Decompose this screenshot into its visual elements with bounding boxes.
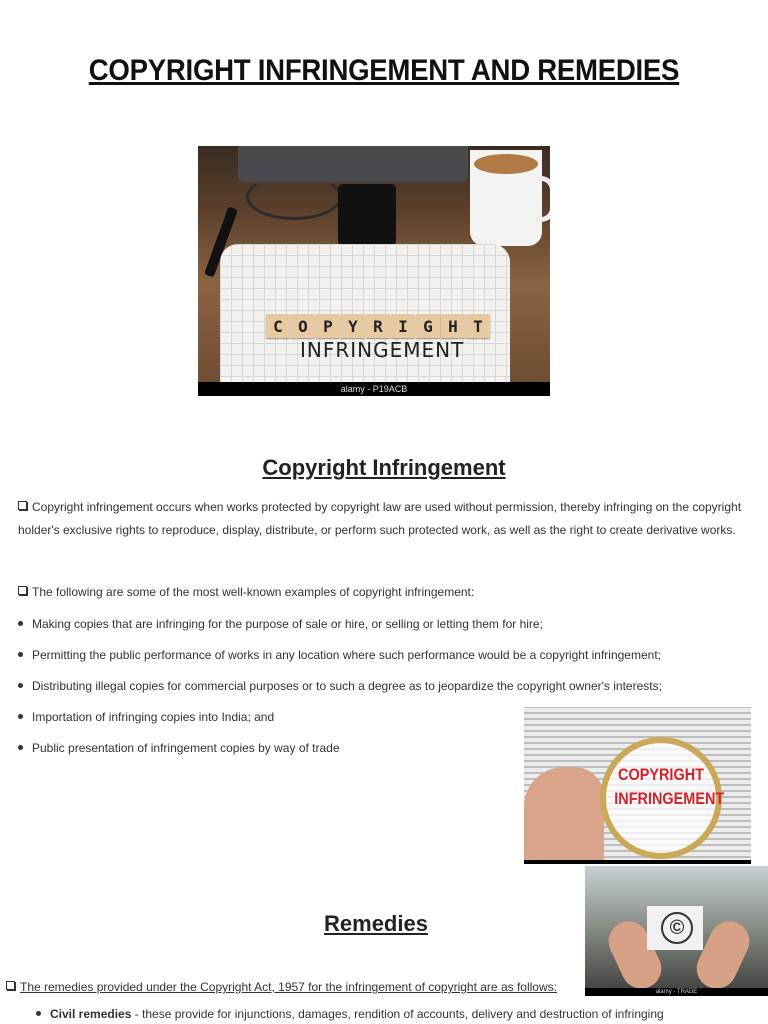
tile: G	[416, 314, 440, 338]
photo-watermark: alamy - TRADE	[585, 988, 768, 996]
tile: I	[391, 314, 415, 338]
list-item-civil	[36, 1007, 664, 1021]
magnified-text	[614, 763, 725, 811]
civil-remedies-text: - these provide for injunctions, damages, rendition of accounts, delivery and destruction of infringing	[131, 1007, 664, 1021]
tile: Y	[341, 314, 365, 338]
paragraph-text: The following are some of the most well-known examples of copyright infringement:	[32, 585, 475, 599]
list-item	[18, 648, 661, 662]
magnified-text-line: INFRINGEMENT	[614, 789, 725, 808]
civil-remedies-label: Civil remedies	[50, 1007, 132, 1021]
cup-handle-shape	[536, 176, 550, 222]
photo-watermark: alamy - P19ACB	[198, 382, 550, 396]
list-item	[18, 617, 543, 631]
coffee-cup-shape	[470, 150, 542, 246]
bullet-dot-icon	[36, 1011, 41, 1016]
list-item-text: Making copies that are infringing for the purpose of sale or hire, or selling or letting them for hire;	[32, 617, 543, 631]
paragraph-examples-intro	[18, 581, 718, 604]
tile: T	[466, 314, 490, 338]
bullet-dot-icon	[18, 714, 23, 719]
magnifier-photo	[524, 707, 751, 864]
tile: O	[291, 314, 315, 338]
tile: R	[366, 314, 390, 338]
list-item	[18, 710, 274, 724]
tile: H	[441, 314, 465, 338]
bullet-dot-icon	[18, 652, 23, 657]
copyright-infringement-photo	[198, 146, 550, 396]
tile: C	[266, 314, 290, 338]
list-item	[18, 679, 662, 693]
handwritten-text: INFRINGEMENT	[300, 338, 465, 362]
letter-tiles	[266, 314, 490, 338]
list-item	[18, 741, 340, 755]
section-heading-remedies: Remedies	[324, 911, 428, 936]
list-item-text: Importation of infringing copies into India; and	[32, 710, 275, 724]
list-item-text: Permitting the public performance of works in any location where such performance would be a copyright infringement;	[32, 648, 661, 662]
photo-watermark-bar	[524, 860, 751, 864]
paragraph-text: Copyright infringement occurs when works protected by copyright law are used without permission, thereby infringing on the copyright holder's exclusive rights to reproduce, display, distribute, or perform such protected work, as well as the right to create derivative works.	[18, 500, 742, 537]
list-item-text: Public presentation of infringement copies by way of trade	[32, 741, 340, 755]
copyright-symbol-icon: ©	[661, 912, 693, 944]
bullet-dot-icon	[18, 621, 23, 626]
paragraph-definition	[18, 496, 748, 542]
remedies-intro-text: The remedies provided under the Copyright Act, 1957 for the infringement of copyright are as follows:	[20, 980, 557, 994]
square-bullet-icon	[6, 981, 15, 990]
tile: P	[316, 314, 340, 338]
remedies-intro	[6, 980, 557, 994]
bullet-dot-icon	[18, 683, 23, 688]
list-item-text: Distributing illegal copies for commercial purposes or to such a degree as to jeopardize the copyright owner's interests;	[32, 679, 662, 693]
glasses-shape	[246, 174, 342, 220]
phone-shape	[338, 184, 396, 246]
magnified-text-line: COPYRIGHT	[618, 765, 704, 784]
square-bullet-icon	[18, 501, 27, 510]
hand-shape	[524, 767, 604, 864]
bullet-dot-icon	[18, 745, 23, 750]
page-title: COPYRIGHT INFRINGEMENT AND REMEDIES	[88, 54, 680, 87]
section-heading-infringement: Copyright Infringement	[262, 455, 506, 480]
square-bullet-icon	[18, 586, 27, 595]
